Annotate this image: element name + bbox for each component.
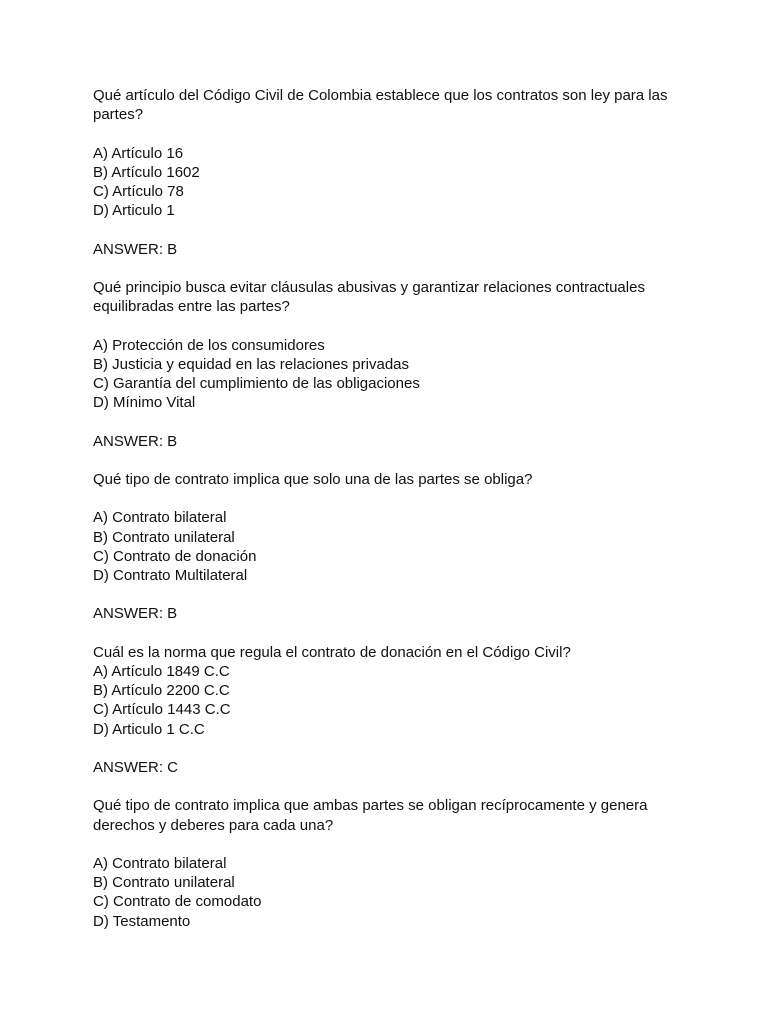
answer-line: ANSWER: C	[93, 758, 179, 776]
option-a: A) Contrato bilateral	[93, 509, 227, 527]
option-c: C) Garantía del cumplimiento de las obligaciones	[93, 374, 420, 392]
option-c: C) Contrato de comodato	[93, 893, 262, 911]
option-a: A) Artículo 16	[93, 144, 184, 162]
option-b: B) Contrato unilateral	[93, 528, 235, 546]
option-d: D) Articulo 1 C.C	[93, 720, 205, 738]
option-d: D) Mínimo Vital	[93, 394, 196, 412]
option-d: D) Articulo 1	[93, 202, 175, 220]
document-content	[93, 86, 693, 931]
option-c: C) Contrato de donación	[93, 547, 257, 565]
question-text: Qué artículo del Código Civil de Colombia establece que los contratos son ley para las partes?	[93, 87, 668, 124]
answer-options	[93, 662, 693, 739]
answer-options	[93, 508, 693, 585]
answer-options	[93, 144, 693, 221]
question-text: Qué tipo de contrato implica que solo una de las partes se obliga?	[93, 470, 533, 488]
option-a: A) Protección de los consumidores	[93, 336, 325, 354]
option-d: D) Contrato Multilateral	[93, 566, 248, 584]
question-block-5	[93, 796, 693, 930]
option-b: B) Contrato unilateral	[93, 874, 235, 892]
answer-options	[93, 854, 693, 931]
option-b: B) Justicia y equidad en las relaciones privadas	[93, 355, 410, 373]
option-b: B) Artículo 2200 C.C	[93, 682, 230, 700]
question-text: Qué tipo de contrato implica que ambas partes se obligan recíprocamente y genera derechos y deberes para cada una?	[93, 797, 648, 834]
question-text: Qué principio busca evitar cláusulas abusivas y garantizar relaciones contractuales equilibradas entre las partes?	[93, 278, 645, 316]
question-text: Cuál es la norma que regula el contrato de donación en el Código Civil?	[93, 643, 571, 661]
option-c: C) Artículo 78	[93, 183, 184, 200]
answer-line: ANSWER: B	[93, 605, 178, 623]
question-block-4	[93, 643, 693, 777]
answer-line: ANSWER: B	[93, 240, 178, 258]
question-block-3	[93, 470, 693, 624]
answer-line: ANSWER: B	[93, 432, 178, 450]
option-b: B) Artículo 1602	[93, 163, 200, 181]
option-d: D) Testamento	[93, 912, 191, 930]
question-block-1	[93, 86, 693, 259]
option-c: C) Artículo 1443 C.C	[93, 701, 231, 719]
answer-options	[93, 336, 693, 413]
option-a: A) Contrato bilateral	[93, 854, 227, 872]
question-block-2	[93, 278, 693, 451]
option-a: A) Artículo 1849 C.C	[93, 662, 230, 680]
